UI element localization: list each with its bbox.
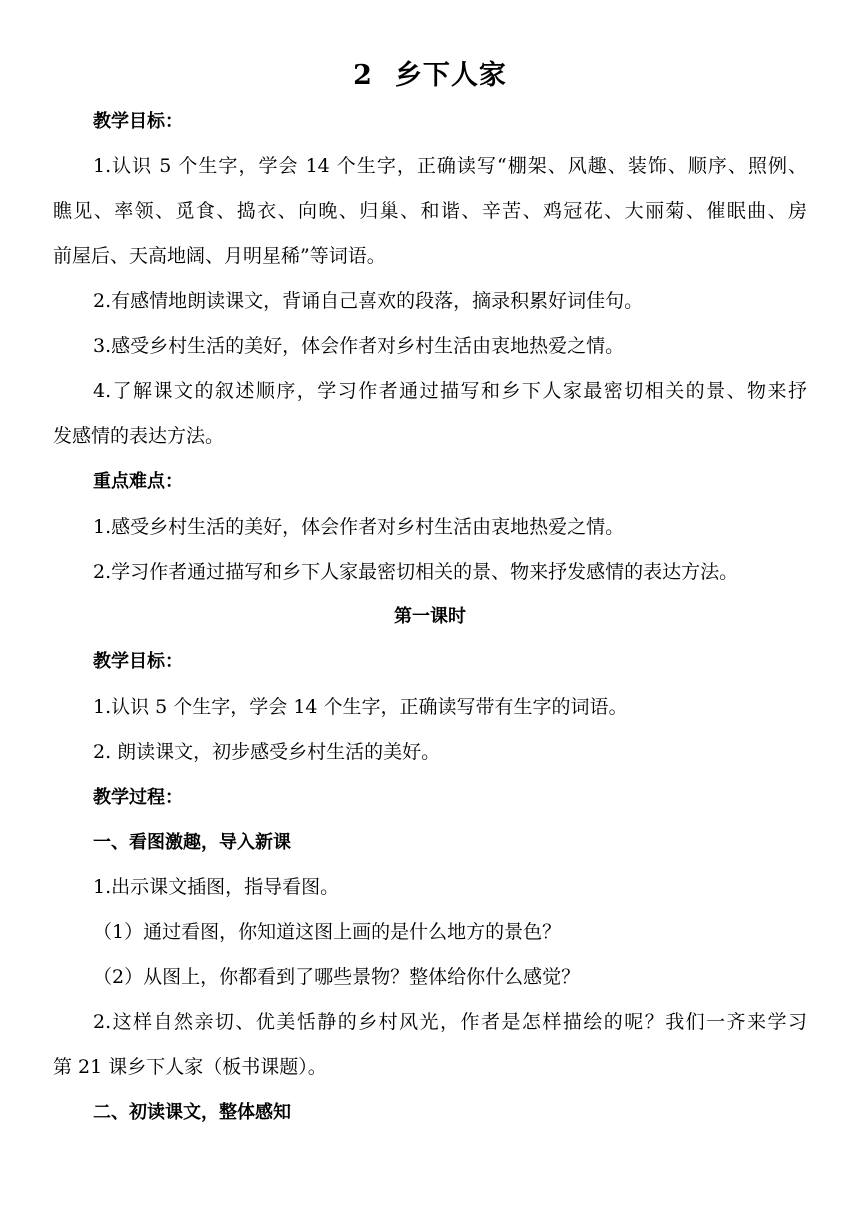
lesson-goal-2: 2. 朗读课文，初步感受乡村生活的美好。 bbox=[93, 741, 441, 763]
lesson-goal-1: 1.认识 5 个生字，学会 14 个生字，正确读写带有生字的词语。 bbox=[93, 696, 628, 718]
section-1-item-2-line-2: 第 21 课乡下人家（板书课题）。 bbox=[53, 1056, 327, 1078]
goal-4-line-1: 4.了解课文的叙述顺序，学习作者通过描写和乡下人家最密切相关的景、物来抒 bbox=[93, 380, 807, 402]
goal-3: 3.感受乡村生活的美好，体会作者对乡村生活由衷地热爱之情。 bbox=[93, 335, 625, 357]
key-point-2: 2.学习作者通过描写和乡下人家最密切相关的景、物来抒发感情的表达方法。 bbox=[93, 561, 739, 583]
page-title bbox=[0, 60, 860, 92]
goal-1-line-3: 前屋后、天高地阔、月明星稀”等词语。 bbox=[53, 245, 386, 267]
goal-1-line-2: 瞧见、率领、觅食、捣衣、向晚、归巢、和谐、辛苦、鸡冠花、大丽菊、催眠曲、房 bbox=[53, 200, 807, 222]
heading-key-points: 重点难点： bbox=[93, 471, 183, 492]
goal-2: 2.有感情地朗读课文，背诵自己喜欢的段落，摘录积累好词佳句。 bbox=[93, 290, 644, 312]
heading-lesson-goals: 教学目标： bbox=[93, 651, 183, 672]
section-1-title: 一、看图激趣，导入新课 bbox=[93, 832, 291, 853]
title-text: 乡下人家 bbox=[394, 60, 507, 91]
heading-teaching-goals: 教学目标： bbox=[93, 111, 183, 132]
section-2-title: 二、初读课文，整体感知 bbox=[93, 1102, 291, 1123]
section-1-item-2-line-1: 2.这样自然亲切、优美恬静的乡村风光，作者是怎样描绘的呢？我们一齐来学习 bbox=[93, 1011, 807, 1033]
section-1-question-2: （2）从图上，你都看到了哪些景物？整体给你什么感觉？ bbox=[93, 966, 581, 988]
key-point-1: 1.感受乡村生活的美好，体会作者对乡村生活由衷地热爱之情。 bbox=[93, 516, 625, 538]
heading-first-lesson: 第一课时 bbox=[394, 606, 466, 627]
heading-teaching-process: 教学过程： bbox=[93, 787, 183, 808]
section-1-question-1: （1）通过看图，你知道这图上画的是什么地方的景色？ bbox=[93, 921, 562, 943]
goal-4-line-2: 发感情的表达方法。 bbox=[53, 425, 225, 447]
goal-1-line-1: 1.认识 5 个生字，学会 14 个生字，正确读写“棚架、风趣、装饰、顺序、照例、 bbox=[93, 155, 807, 177]
section-1-item-1: 1.出示课文插图，指导看图。 bbox=[93, 876, 340, 898]
title-number: 2 bbox=[353, 60, 373, 91]
